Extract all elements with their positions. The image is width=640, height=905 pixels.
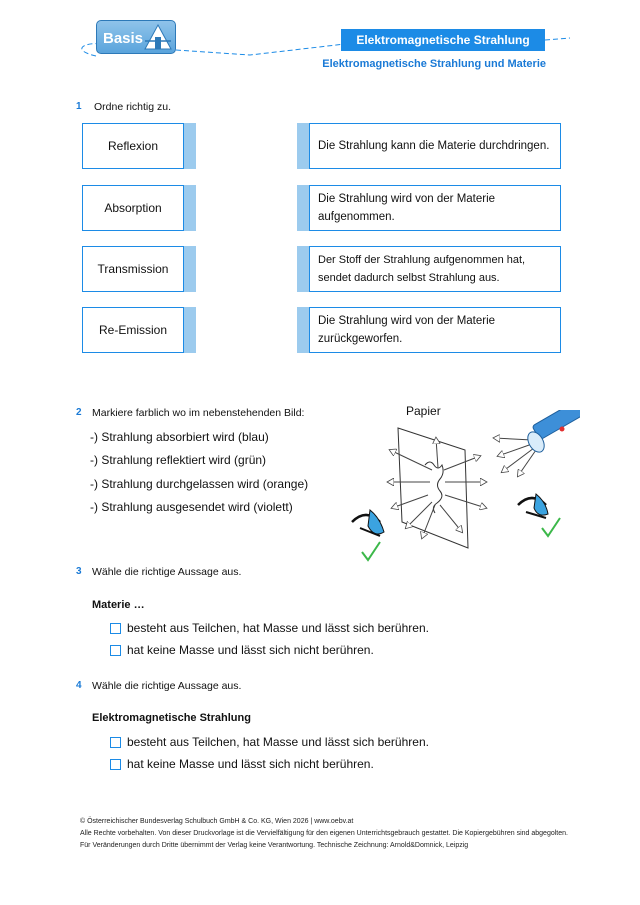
option-label: besteht aus Teilchen, hat Masse und lässt sich berühren. [127, 735, 429, 749]
definition-tab [297, 246, 309, 292]
task3-prompt: Wähle die richtige Aussage aus. [92, 566, 242, 578]
task2-item: -) Strahlung reflektiert wird (grün) [90, 453, 267, 467]
term-tab [184, 307, 196, 353]
definition-text: Die Strahlung kann die Materie durchdringen. [318, 140, 550, 152]
checkmark-icon [362, 542, 380, 560]
task2-item: -) Strahlung durchgelassen wird (orange) [90, 477, 309, 491]
figure-label-papier: Papier [406, 404, 441, 418]
footer-line: Für Veränderungen durch Dritte übernimmt der Verlag keine Verantwortung. Technische Zeichnung: Arnold&Domnick, Leipzig [80, 842, 469, 849]
basis-logo [96, 20, 176, 54]
task2-prompt: Markiere farblich wo im nebenstehenden Bild: [92, 407, 305, 419]
task4-subject: Elektromagnetische Strahlung [92, 712, 251, 724]
checkbox[interactable] [110, 759, 121, 770]
term-box[interactable]: Absorption [82, 185, 184, 231]
definition-text: Die Strahlung wird von der Materie zurückgeworfen. [318, 315, 496, 345]
checkbox[interactable] [110, 623, 121, 634]
term-box[interactable]: Transmission [82, 246, 184, 292]
footer [80, 816, 610, 852]
task2-number: 2 [76, 407, 82, 418]
checkbox[interactable] [110, 737, 121, 748]
checkmark-icon [542, 518, 560, 536]
option-label: besteht aus Teilchen, hat Masse und lässt sich berühren. [127, 621, 429, 635]
definition-box[interactable] [309, 307, 561, 353]
eye-icon [352, 510, 384, 536]
term-box[interactable]: Re-Emission [82, 307, 184, 353]
task1-number: 1 [76, 101, 82, 112]
checkbox[interactable] [110, 645, 121, 656]
task3-number: 3 [76, 566, 82, 577]
footer-line: © Österreichischer Bundesverlag Schulbuch GmbH & Co. KG, Wien 2026 | www.oebv.at [80, 818, 354, 825]
flashlight-icon [524, 410, 580, 455]
radiation-figure[interactable] [340, 410, 580, 570]
definition-tab [297, 123, 309, 169]
definition-tab [297, 307, 309, 353]
task2-item: -) Strahlung absorbiert wird (blau) [90, 430, 269, 444]
term-tab [184, 185, 196, 231]
task1-prompt: Ordne richtig zu. [94, 101, 172, 113]
logo-text: Basis [103, 30, 144, 47]
subtopic-title: Elektromagnetische Strahlung und Materie [322, 58, 546, 70]
definition-text: Der Stoff der Strahlung aufgenommen hat, sendet dadurch selbst Strahlung aus. [318, 254, 526, 284]
topic-banner: Elektromagnetische Strahlung [341, 29, 545, 51]
task4-option[interactable] [110, 735, 429, 749]
definition-box[interactable] [309, 123, 561, 169]
option-label: hat keine Masse und lässt sich nicht berühren. [127, 643, 374, 657]
definition-box[interactable] [309, 246, 561, 292]
triangle-logo-icon [143, 23, 173, 51]
footer-line: Alle Rechte vorbehalten. Von dieser Druckvorlage ist die Vervielfältigung für den eigenen Unterrichtsgebrauch gestattet. Die Kopiergebühren sind abgegolten. [80, 830, 568, 837]
task3-option[interactable] [110, 643, 374, 657]
option-label: hat keine Masse und lässt sich nicht berühren. [127, 757, 374, 771]
task4-option[interactable] [110, 757, 374, 771]
task2-item: -) Strahlung ausgesendet wird (violett) [90, 500, 293, 514]
task4-number: 4 [76, 680, 82, 691]
eye-icon [518, 494, 548, 518]
term-tab [184, 246, 196, 292]
paper-sheet [398, 428, 468, 548]
task4-prompt: Wähle die richtige Aussage aus. [92, 680, 242, 692]
task3-subject: Materie … [92, 599, 145, 611]
term-box[interactable]: Reflexion [82, 123, 184, 169]
term-tab [184, 123, 196, 169]
task3-option[interactable] [110, 621, 429, 635]
definition-text: Die Strahlung wird von der Materie aufgenommen. [318, 193, 496, 223]
definition-box[interactable] [309, 185, 561, 231]
definition-tab [297, 185, 309, 231]
